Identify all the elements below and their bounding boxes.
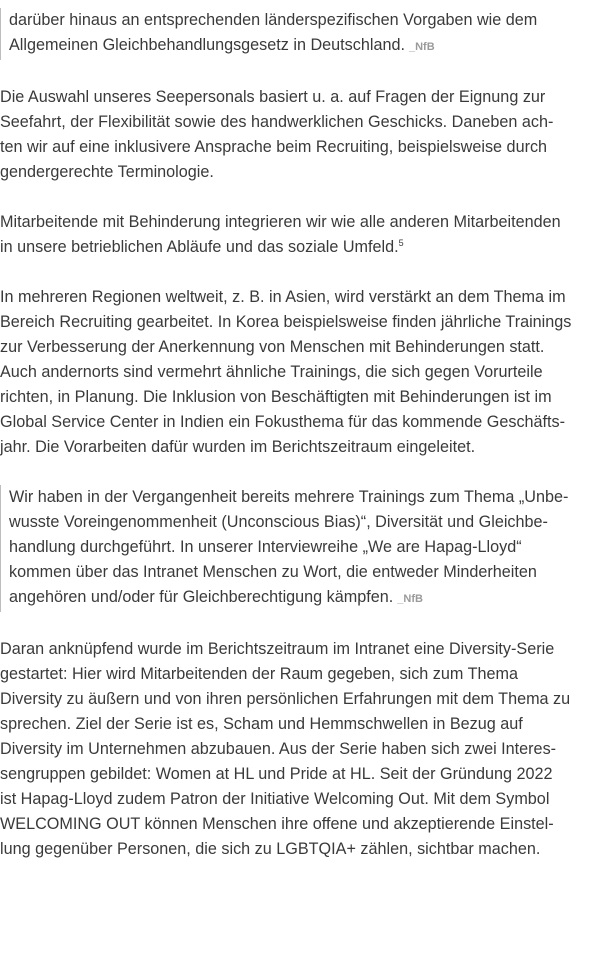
- text-line: gendergerechte Terminologie.: [0, 163, 214, 181]
- text-line: wusste Voreingenommenheit (Unconscious Bias)“, Diversität und Gleichbe-: [9, 513, 548, 531]
- paragraph-seepersonal: [0, 85, 590, 185]
- footnote-marker[interactable]: 5: [398, 238, 404, 248]
- text-line: Global Service Center in Indien ein Fokusthema für das kommende Geschäfts-: [0, 413, 566, 431]
- text-line: Diversity zu äußern und von ihren persönlichen Erfahrungen mit dem Thema zu: [0, 690, 571, 708]
- text-line: [9, 33, 590, 60]
- text-line: sprechen. Ziel der Serie ist es, Scham und Hemmschwellen in Bezug auf: [0, 715, 523, 733]
- text-line: kommen über das Intranet Menschen zu Wort, die entweder Minderheiten: [9, 563, 537, 581]
- nfb-tag: _NfB: [408, 41, 435, 53]
- paragraph-regionen: [0, 285, 590, 460]
- paragraph-behinderung: [0, 210, 590, 260]
- text-line: Mitarbeitende mit Behinderung integrieren wir wie alle anderen Mitarbeitenden: [0, 213, 561, 231]
- text-line: lung gegenüber Personen, die sich zu LGBTQIA+ zählen, sichtbar machen.: [0, 840, 541, 858]
- text-line: Diversity im Unternehmen abzubauen. Aus der Serie haben sich zwei Interes-: [0, 740, 557, 758]
- text-line-content: Allgemeinen Gleichbehandlungsgesetz in Deutschland.: [9, 36, 405, 54]
- text-line: darüber hinaus an entsprechenden länderspezifischen Vorgaben wie dem: [9, 11, 538, 29]
- text-line: WELCOMING OUT können Menschen ihre offene und akzeptierende Einstel-: [0, 815, 554, 833]
- text-line: [9, 585, 590, 612]
- nfb-tag: _NfB: [397, 593, 423, 605]
- paragraph-diversity-serie: [0, 637, 590, 862]
- text-line-content: angehören und/oder für Gleichberechtigung kämpfen.: [9, 588, 394, 606]
- text-line: ist Hapag-Lloyd zudem Patron der Initiative Welcoming Out. Mit dem Symbol: [0, 790, 550, 808]
- text-line: Auch andernorts sind vermehrt ähnliche Trainings, die sich gegen Vorurteile: [0, 363, 543, 381]
- text-line: Die Auswahl unseres Seepersonals basiert u. a. auf Fragen der Eignung zur: [0, 88, 546, 106]
- text-line: gestartet: Hier wird Mitarbeitenden der Raum gegeben, sich zum Thema: [0, 665, 518, 683]
- text-line: In mehreren Regionen weltweit, z. B. in Asien, wird verstärkt an dem Thema im: [0, 288, 566, 306]
- text-line: jahr. Die Vorarbeiten dafür wurden im Berichtszeitraum eingeleitet.: [0, 438, 476, 456]
- text-line: handlung durchgeführt. In unserer Interviewreihe „We are Hapag-Lloyd“: [9, 538, 522, 556]
- text-line: Daran anknüpfend wurde im Berichtszeitraum im Intranet eine Diversity-Serie: [0, 640, 555, 658]
- text-line: sengruppen gebildet: Women at HL und Pride at HL. Seit der Gründung 2022: [0, 765, 553, 783]
- quote-block-trainings: [0, 485, 590, 612]
- text-line: richten, in Planung. Die Inklusion von Beschäftigten mit Behinderungen ist im: [0, 388, 552, 406]
- text-line: Bereich Recruiting gearbeitet. In Korea beispielsweise finden jährliche Trainings: [0, 313, 572, 331]
- document-page: [0, 8, 590, 887]
- text-line: Seefahrt, der Flexibilität sowie des handwerklichen Geschicks. Daneben ach-: [0, 113, 554, 131]
- text-line: ten wir auf eine inklusivere Ansprache beim Recruiting, beispielsweise durch: [0, 138, 548, 156]
- text-line: [0, 235, 590, 260]
- text-line: Wir haben in der Vergangenheit bereits mehrere Trainings zum Thema „Unbe-: [9, 488, 569, 506]
- quote-block-legal: [0, 8, 590, 60]
- text-line: zur Verbesserung der Anerkennung von Menschen mit Behinderungen statt.: [0, 338, 545, 356]
- text-line-content: in unsere betrieblichen Abläufe und das soziale Umfeld.: [0, 238, 399, 256]
